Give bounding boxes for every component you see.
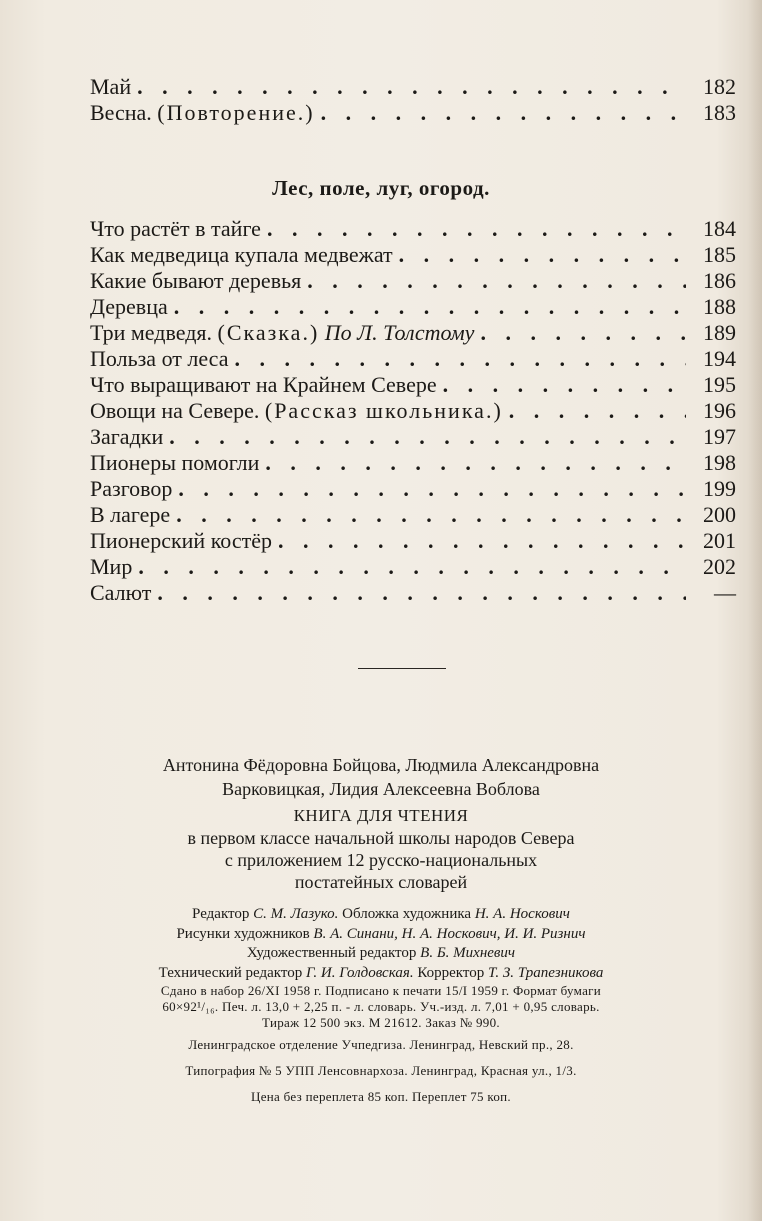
toc-entry-title-main: Овощи на Севере. (90, 398, 260, 423)
toc-leader-dots (178, 476, 686, 502)
toc-entry (90, 346, 736, 372)
toc-entry (90, 398, 736, 424)
toc-entry-title: Какие бывают деревья (90, 268, 302, 293)
toc-leader-dots (157, 580, 686, 606)
toc-entry-page: — (714, 580, 736, 605)
toc-leader-dots (480, 320, 686, 346)
toc-entry-title: Пионеры помогли (90, 450, 260, 475)
authors-line: Антонина Фёдоровна Бойцова, Людмила Александровна (162, 755, 600, 775)
drawings-label: Рисунки художников (176, 925, 310, 942)
toc-entry-title (90, 320, 474, 346)
imprint-print-info (0, 983, 762, 1031)
toc-entry-page: 199 (703, 476, 736, 501)
cover-name: Н. А. Носкович (474, 906, 570, 922)
toc-entry-title (90, 398, 503, 424)
imprint-book-title (0, 805, 762, 893)
toc-entry-title: Что выращивают на Крайнем Севере (90, 372, 437, 397)
art-editor-name: В. Б. Михневич (420, 945, 516, 961)
toc-main-list (90, 216, 736, 606)
toc-entry-page: 198 (703, 450, 736, 475)
toc-entry-author: По Л. Толстому (324, 320, 475, 345)
toc-leader-dots (399, 242, 686, 268)
toc-leader-dots (265, 450, 686, 476)
toc-entry (90, 268, 736, 294)
corrector-label: Корректор (417, 964, 485, 981)
toc-entry-page: 200 (703, 502, 736, 527)
toc-entry-title: Разговор (90, 476, 173, 501)
printing-house: Типография № 5 УПП Ленсовнархоза. Ленинград, Красная ул., 1/3. (185, 1063, 577, 1078)
toc-leader-dots (278, 528, 686, 554)
section-heading: Лес, поле, луг, огород. (272, 176, 490, 200)
print-info-line: Тираж 12 500 экз. М 21612. Заказ № 990. (262, 1015, 500, 1030)
toc-entry-title: Как медведица купала медвежат (90, 242, 393, 267)
book-subtitle-line: в первом классе начальной школы народов Севера (187, 828, 575, 848)
toc-entry-page: 194 (703, 346, 736, 371)
toc-leader-dots (174, 294, 686, 320)
toc-entry (90, 424, 736, 450)
toc-entry (90, 320, 736, 346)
toc-entry (90, 216, 736, 242)
toc-entry-subtitle: (Рассказ школьника.) (264, 398, 503, 423)
toc-leader-dots (321, 100, 686, 126)
tech-editor-label: Технический редактор (158, 964, 303, 981)
toc-entry-title: Мир (90, 554, 133, 579)
toc-entry-subtitle: (Сказка.) (217, 320, 320, 345)
divider-rule (358, 668, 446, 669)
toc-entry-subtitle: (Повторение.) (157, 100, 315, 125)
editor-name: С. М. Лазуко. (253, 906, 339, 922)
toc-entry-page: 202 (703, 554, 736, 579)
toc-leader-dots (443, 372, 686, 398)
publisher-department: Ленинградское отделение Учпедгиза. Ленинград, Невский пр., 28. (188, 1037, 574, 1052)
corrector-name: Т. З. Трапезникова (487, 964, 604, 981)
imprint-authors (0, 753, 762, 801)
toc-entry-page: 196 (703, 398, 736, 423)
authors-line: Варковицкая, Лидия Алексеевна Воблова (222, 779, 540, 799)
toc-entry-page: 197 (703, 424, 736, 449)
toc-entry (90, 554, 736, 580)
toc-entry-title: Загадки (90, 424, 164, 449)
print-info-line: Сдано в набор 26/XI 1958 г. Подписано к печати 15/I 1959 г. Формат бумаги (160, 983, 602, 998)
toc-leader-dots (267, 216, 686, 242)
toc-entry-page: 182 (703, 74, 736, 99)
toc-entry-page: 185 (703, 242, 736, 267)
art-editor-label: Художественный редактор (246, 945, 417, 961)
toc-entry-page: 195 (703, 372, 736, 397)
toc-entry-page: 201 (703, 528, 736, 553)
tech-editor-name: Г. И. Голдовская. (306, 964, 414, 981)
toc-entry-title (90, 100, 315, 126)
toc-leader-dots (307, 268, 686, 294)
toc-top-list (90, 74, 736, 126)
credits-line (0, 944, 762, 964)
print-info-line: 60×92¹/₁₆. Печ. л. 13,0 + 2,25 п. - л. словарь. Уч.-изд. л. 7,01 + 0,95 словарь. (162, 999, 600, 1014)
toc-entry (90, 450, 736, 476)
credits-line (0, 964, 762, 984)
imprint-credits (0, 905, 762, 983)
toc-entry (90, 476, 736, 502)
book-subtitle-line: постатейных словарей (294, 872, 468, 892)
toc-entry (90, 580, 736, 606)
toc-entry (90, 294, 736, 320)
credits-line (0, 905, 762, 925)
toc-entry-title: Деревца (90, 294, 168, 319)
book-title: КНИГА ДЛЯ ЧТЕНИЯ (293, 806, 469, 825)
toc-entry-title: В лагере (90, 502, 171, 527)
toc-leader-dots (137, 74, 686, 100)
toc-entry-page: 189 (703, 320, 736, 345)
toc-leader-dots (138, 554, 686, 580)
toc-entry (90, 100, 736, 126)
editor-label: Редактор (192, 906, 250, 922)
toc-leader-dots (176, 502, 686, 528)
toc-entry (90, 242, 736, 268)
toc-entry (90, 372, 736, 398)
toc-entry (90, 74, 736, 100)
toc-leader-dots (509, 398, 686, 424)
toc-entry-title: Май (90, 74, 132, 99)
toc-leader-dots (234, 346, 686, 372)
price-line: Цена без переплета 85 коп. Переплет 75 коп. (251, 1089, 511, 1104)
toc-entry-page: 184 (703, 216, 736, 241)
credits-line (0, 925, 762, 945)
toc-leader-dots (169, 424, 686, 450)
toc-entry-page: 188 (703, 294, 736, 319)
toc-entry-page: 183 (703, 100, 736, 125)
toc-entry-title: Что растёт в тайге (90, 216, 261, 241)
book-subtitle-line: с приложением 12 русско-национальных (224, 850, 538, 870)
cover-label: Обложка художника (342, 906, 472, 922)
toc-entry (90, 502, 736, 528)
toc-entry-title: Пионерский костёр (90, 528, 272, 553)
drawings-names: В. А. Синани, Н. А. Носкович, И. И. Ризнич (313, 925, 586, 942)
toc-entry (90, 528, 736, 554)
toc-entry-title-main: Весна. (90, 100, 152, 125)
toc-entry-title: Польза от леса (90, 346, 229, 371)
toc-entry-title-main: Три медведя. (90, 320, 213, 345)
toc-entry-page: 186 (703, 268, 736, 293)
toc-entry-title: Салют (90, 580, 152, 605)
